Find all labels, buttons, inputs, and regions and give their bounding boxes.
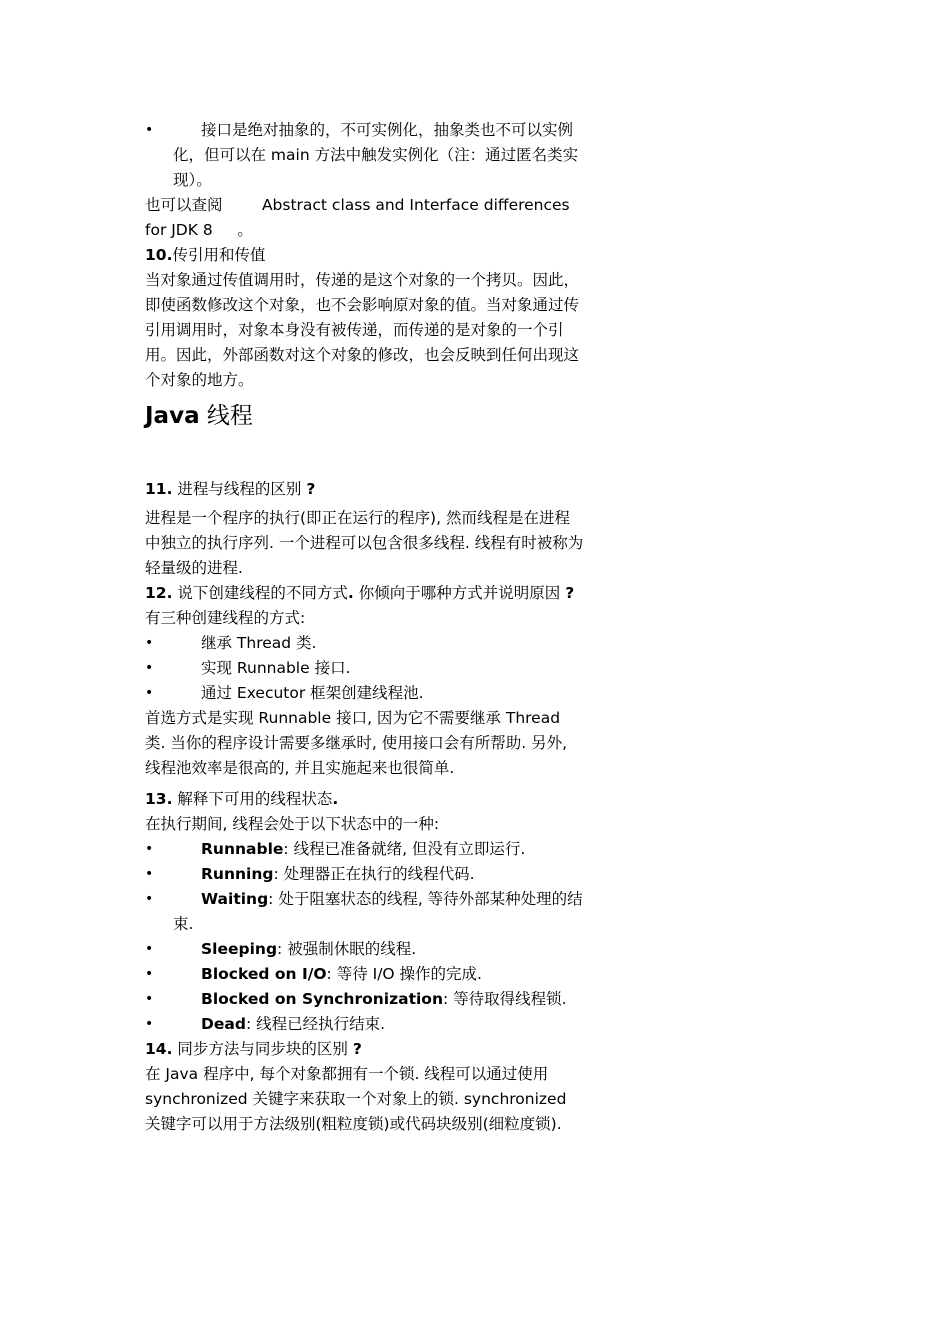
question-mark: ? [352, 1040, 362, 1058]
question-title: 说下创建线程的不同方式 [177, 584, 348, 602]
state-desc: : 线程已准备就绪, 但没有立即运行. [283, 840, 526, 858]
state-name: Dead [201, 1015, 246, 1033]
question-number: 11. [145, 480, 173, 498]
bullet-icon: • [145, 660, 154, 676]
state-desc: : 处理器正在执行的线程代码. [273, 865, 475, 883]
section-title [145, 401, 585, 431]
state-name: Blocked on I/O [201, 965, 327, 983]
list-item [145, 631, 585, 656]
question-mark: ? [306, 480, 316, 498]
list-item-text [173, 887, 585, 937]
question-title-dot: . [332, 790, 339, 808]
bullet-icon: • [145, 635, 154, 651]
list-item [145, 987, 585, 1012]
question-heading [145, 787, 585, 812]
list-item-text [173, 937, 585, 962]
list-item-text: 通过 Executor 框架创建线程池. [201, 684, 424, 702]
bullet-icon: • [145, 685, 154, 701]
list-item-text [173, 987, 585, 1012]
section-title-latin: Java [145, 403, 200, 429]
bullet-icon: • [145, 891, 154, 907]
bullet-icon: • [145, 941, 154, 957]
question-number: 10. [145, 246, 173, 264]
question-title: 进程与线程的区别 [177, 480, 302, 498]
bullet-icon: • [145, 1016, 154, 1032]
state-desc: : 等待取得线程锁. [443, 990, 567, 1008]
state-name: Running [201, 865, 274, 883]
list-item-text [173, 962, 585, 987]
question-number: 12. [145, 584, 173, 602]
list-item [145, 937, 585, 962]
section-title-cn: 线程 [206, 403, 253, 429]
question-number: 14. [145, 1040, 173, 1058]
paragraph: 当对象通过传值调用时，传递的是这个对象的一个拷贝。因此，即使函数修改这个对象，也不会影响原对象的值。当对象通过传引用调用时，对象本身没有被传递，而传递的是对象的一个引用。因此，外部函数对这个对象的修改，也会反映到任何出现这个对象的地方。 [145, 271, 580, 389]
question-heading [145, 581, 585, 606]
see-also-suffix: 。 [237, 221, 253, 239]
list-item-text: 实现 Runnable 接口. [201, 659, 351, 677]
question-heading [145, 1037, 585, 1062]
paragraph-lead: 在执行期间, 线程会处于以下状态中的一种: [145, 815, 440, 833]
question-title: 传引用和传值 [172, 246, 266, 264]
bullet-icon: • [145, 991, 154, 1007]
paragraph: 进程是一个程序的执行(即正在运行的程序), 然而线程是在进程中独立的执行序列. 一个进程可以包含很多线程. 线程有时被称为轻量级的进程. [145, 509, 584, 577]
question-heading [145, 477, 585, 502]
list-item [145, 837, 585, 862]
state-desc: : 线程已经执行结束. [245, 1015, 386, 1033]
bullet-icon: • [145, 122, 154, 138]
list-item-text [173, 1012, 585, 1037]
list-item [145, 862, 585, 887]
state-name: Runnable [201, 840, 284, 858]
paragraph: 在 Java 程序中, 每个对象都拥有一个锁. 线程可以通过使用 synchronized 关键字来获取一个对象上的锁. synchronized 关键字可以用于方法级别(粗粒度锁)或代码块级别(细粒度锁). [145, 1065, 567, 1133]
question-title: 同步方法与同步块的区别 [177, 1040, 348, 1058]
list-item [145, 962, 585, 987]
bullet-icon: • [145, 841, 154, 857]
state-desc: : 被强制休眠的线程. [277, 940, 417, 958]
question-title: 解释下可用的线程状态 [177, 790, 333, 808]
list-item [145, 1012, 585, 1037]
see-also-prefix: 也可以查阅 [145, 196, 223, 214]
state-name: Blocked on Synchronization [201, 990, 443, 1008]
question-heading [145, 243, 585, 268]
bullet-icon: • [145, 866, 154, 882]
state-desc: : 处于阻塞状态的线程, 等待外部某种处理的结束. [173, 890, 583, 933]
question-title-rest: 你倾向于哪种方式并说明原因 [358, 584, 561, 602]
see-also-link[interactable]: Abstract class and Interface differences for JDK 8 [145, 196, 570, 239]
list-item-text [173, 837, 585, 862]
question-title-dot: . [347, 584, 354, 602]
list-item [145, 681, 585, 706]
see-also-line [145, 193, 585, 243]
state-name: Sleeping [201, 940, 278, 958]
document-content [145, 118, 585, 1137]
list-item-text [173, 862, 585, 887]
paragraph: 首选方式是实现 Runnable 接口, 因为它不需要继承 Thread 类. 当你的程序设计需要多继承时, 使用接口会有所帮助. 另外, 线程池效率是很高的, 并且实施起来也很简单. [145, 709, 567, 777]
list-item [145, 656, 585, 681]
bullet-icon: • [145, 966, 154, 982]
state-desc: : 等待 I/O 操作的完成. [326, 965, 482, 983]
question-number: 13. [145, 790, 173, 808]
list-item [145, 118, 585, 193]
question-mark: ? [565, 584, 575, 602]
list-item-text: 继承 Thread 类. [201, 634, 317, 652]
state-name: Waiting [201, 890, 269, 908]
paragraph-lead: 有三种创建线程的方式: [145, 609, 306, 627]
list-item-text: 接口是绝对抽象的，不可实例化，抽象类也不可以实例化，但可以在 main 方法中触发实例化（注：通过匿名类实现）。 [173, 121, 579, 189]
list-item [145, 887, 585, 937]
